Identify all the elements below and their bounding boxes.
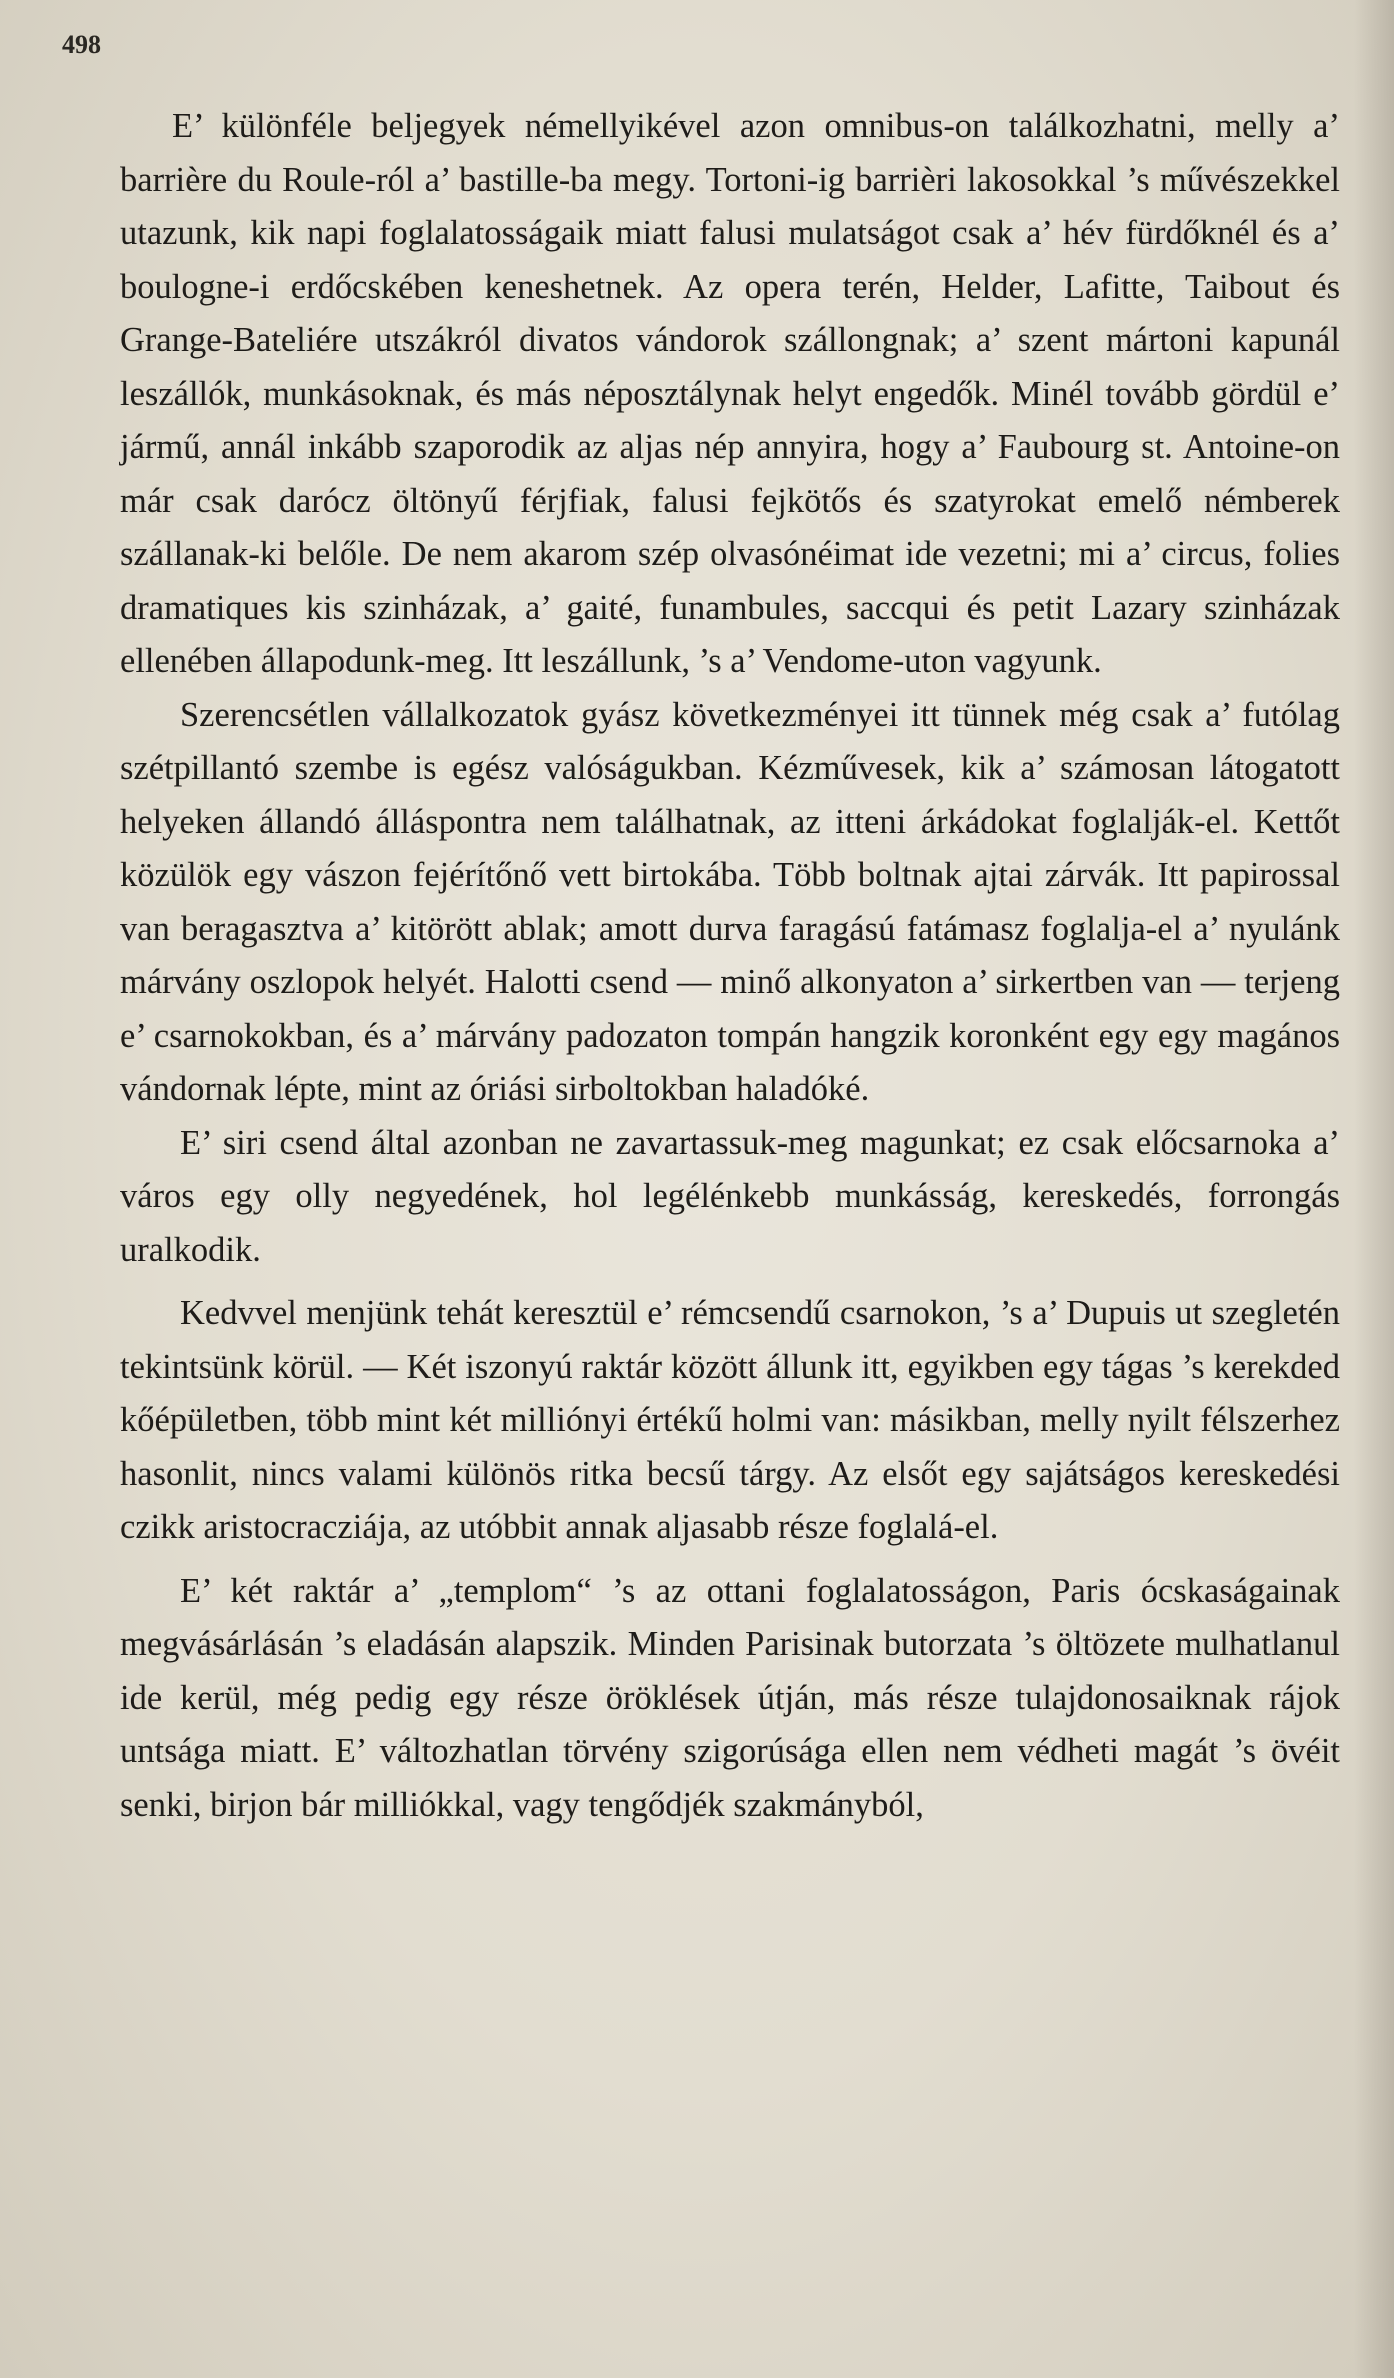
paragraph-2: Szerencsétlen vállalkozatok gyász következményei itt tünnek még csak a’ futólag szétpillantó szembe is egész valóságukban. Kézművesek, kik a’ számosan látogatott helyeken állandó álláspontra nem találhatnak, az itteni árkádokat foglalják-el. Kettőt közülök egy vászon fejérítőnő vett birtokába. Több boltnak ajtai zárvák. Itt papirossal van beragasztva a’ kitörött ablak; amott durva faragású fatámasz foglalja-el a’ nyulánk márvány oszlopok helyét. Halotti csend — minő alkonyaton a’ sirkertben van — terjeng e’ csarnokokban, és a’ márvány padozaton tompán hangzik koronként egy egy magános vándornak lépte, mint az óriási sirboltokban haladóké. bbox=[120, 695, 1340, 1108]
page-number: 498 bbox=[62, 30, 101, 59]
body-text bbox=[120, 100, 1340, 1832]
paragraph-1: E’ különféle beljegyek némellyikével azon omnibus-on találkozhatni, melly a’ barrière du Roule-ról a’ bastille-ba megy. Tortoni-ig barrièri lakosokkal ’s művészekkel utazunk, kik napi foglalatosságaik miatt falusi mulatságot csak a’ hév fürdőknél és a’ boulogne-i erdőcskében keneshetnek. Az opera terén, Helder, Lafitte, Taibout és Grange-Bateliére utszákról divatos vándorok szállongnak; a’ szent mártoni kapunál leszállók, munkásoknak, és más néposztálynak helyt engedők. Minél tovább gördül e’ jármű, annál inkább szaporodik az aljas nép annyira, hogy a’ Faubourg st. Antoine-on már csak darócz öltönyű férjfiak, falusi fejkötős és szatyrokat emelő némberek szállanak-ki belőle. De nem akarom szép olvasónéimat ide vezetni; mi a’ circus, folies dramatiques kis szinházak, a’ gaité, funambules, saccqui és petit Lazary szinházak ellenében állapodunk-meg. Itt leszállunk, ’s a’ Vendome-uton vagyunk. bbox=[120, 107, 1340, 680]
paragraph-5: E’ két raktár a’ „templom“ ’s az ottani foglalatosságon, Paris ócskaságainak megvásárlásán ’s eladásán alapszik. Minden Parisinak butorzata ’s öltözete mulhatlanul ide kerül, még pedig egy része öröklések útján, más része tulajdonosaiknak rájok untsága miatt. E’ változhatlan törvény szigorúsága ellen nem védheti magát ’s övéit senki, birjon bár milliókkal, vagy tengődjék szakmányból, bbox=[120, 1571, 1340, 1824]
paragraph-3: E’ siri csend által azonban ne zavartassuk-meg magunkat; ez csak előcsarnoka a’ város egy olly negyedének, hol legélénkebb munkásság, kereskedés, forrongás uralkodik. bbox=[120, 1123, 1340, 1269]
paragraph-4: Kedvvel menjünk tehát keresztül e’ rémcsendű csarnokon, ’s a’ Dupuis ut szegletén tekintsünk körül. — Két iszonyú raktár között állunk itt, egyikben egy tágas ’s kerekded kőépületben, több mint két milliónyi értékű holmi van: másikban, melly nyilt félszerhez hasonlit, nincs valami különös ritka becsű tárgy. Az elsőt egy sajátságos kereskedési czikk aristocracziája, az utóbbit annak aljasabb része foglalá-el. bbox=[120, 1294, 1340, 1546]
